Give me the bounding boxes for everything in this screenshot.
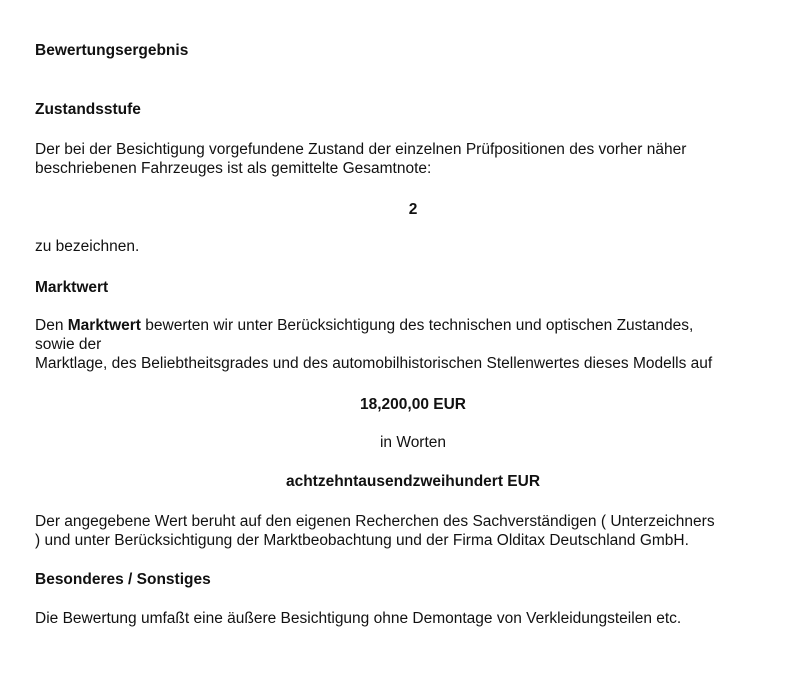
market-value-line1-suffix: bewerten wir unter Berücksichtigung des technischen und optischen Zustandes, bbox=[140, 317, 694, 334]
condition-heading: Zustandsstufe bbox=[35, 101, 141, 118]
market-value-line1-prefix: Den bbox=[35, 317, 68, 334]
market-value-note-line2: ) und unter Berücksichtigung der Marktbeobachtung und der Firma Olditax Deutschland GmbH. bbox=[35, 532, 689, 549]
condition-grade: 2 bbox=[408, 201, 418, 218]
condition-closing: zu bezeichnen. bbox=[35, 238, 140, 255]
condition-intro-line1: Der bei der Besichtigung vorgefundene Zustand der einzelnen Prüfpositionen des vorher näher bbox=[35, 141, 687, 158]
other-heading: Besonderes / Sonstiges bbox=[35, 571, 211, 588]
market-value-line3: Marktlage, des Beliebtheitsgrades und des automobilhistorischen Stellenwertes dieses Modells auf bbox=[35, 355, 713, 372]
market-value-amount-words: achtzehntausendzweihundert EUR bbox=[285, 473, 541, 490]
market-value-line2: sowie der bbox=[35, 336, 102, 353]
condition-intro-line2: beschriebenen Fahrzeuges ist als gemittelte Gesamtnote: bbox=[35, 160, 432, 177]
in-words-label: in Worten bbox=[379, 434, 447, 451]
market-value-note-line1: Der angegebene Wert beruht auf den eigenen Recherchen des Sachverständigen ( Unterzeichners bbox=[35, 513, 715, 530]
market-value-heading: Marktwert bbox=[35, 279, 109, 296]
other-text: Die Bewertung umfaßt eine äußere Besichtigung ohne Demontage von Verkleidungsteilen etc. bbox=[35, 610, 682, 627]
document-title: Bewertungsergebnis bbox=[35, 42, 189, 59]
market-value-line1-bold: Marktwert bbox=[67, 317, 141, 334]
market-value-amount: 18,200,00 EUR bbox=[360, 396, 466, 413]
market-value-line1 bbox=[35, 316, 693, 335]
